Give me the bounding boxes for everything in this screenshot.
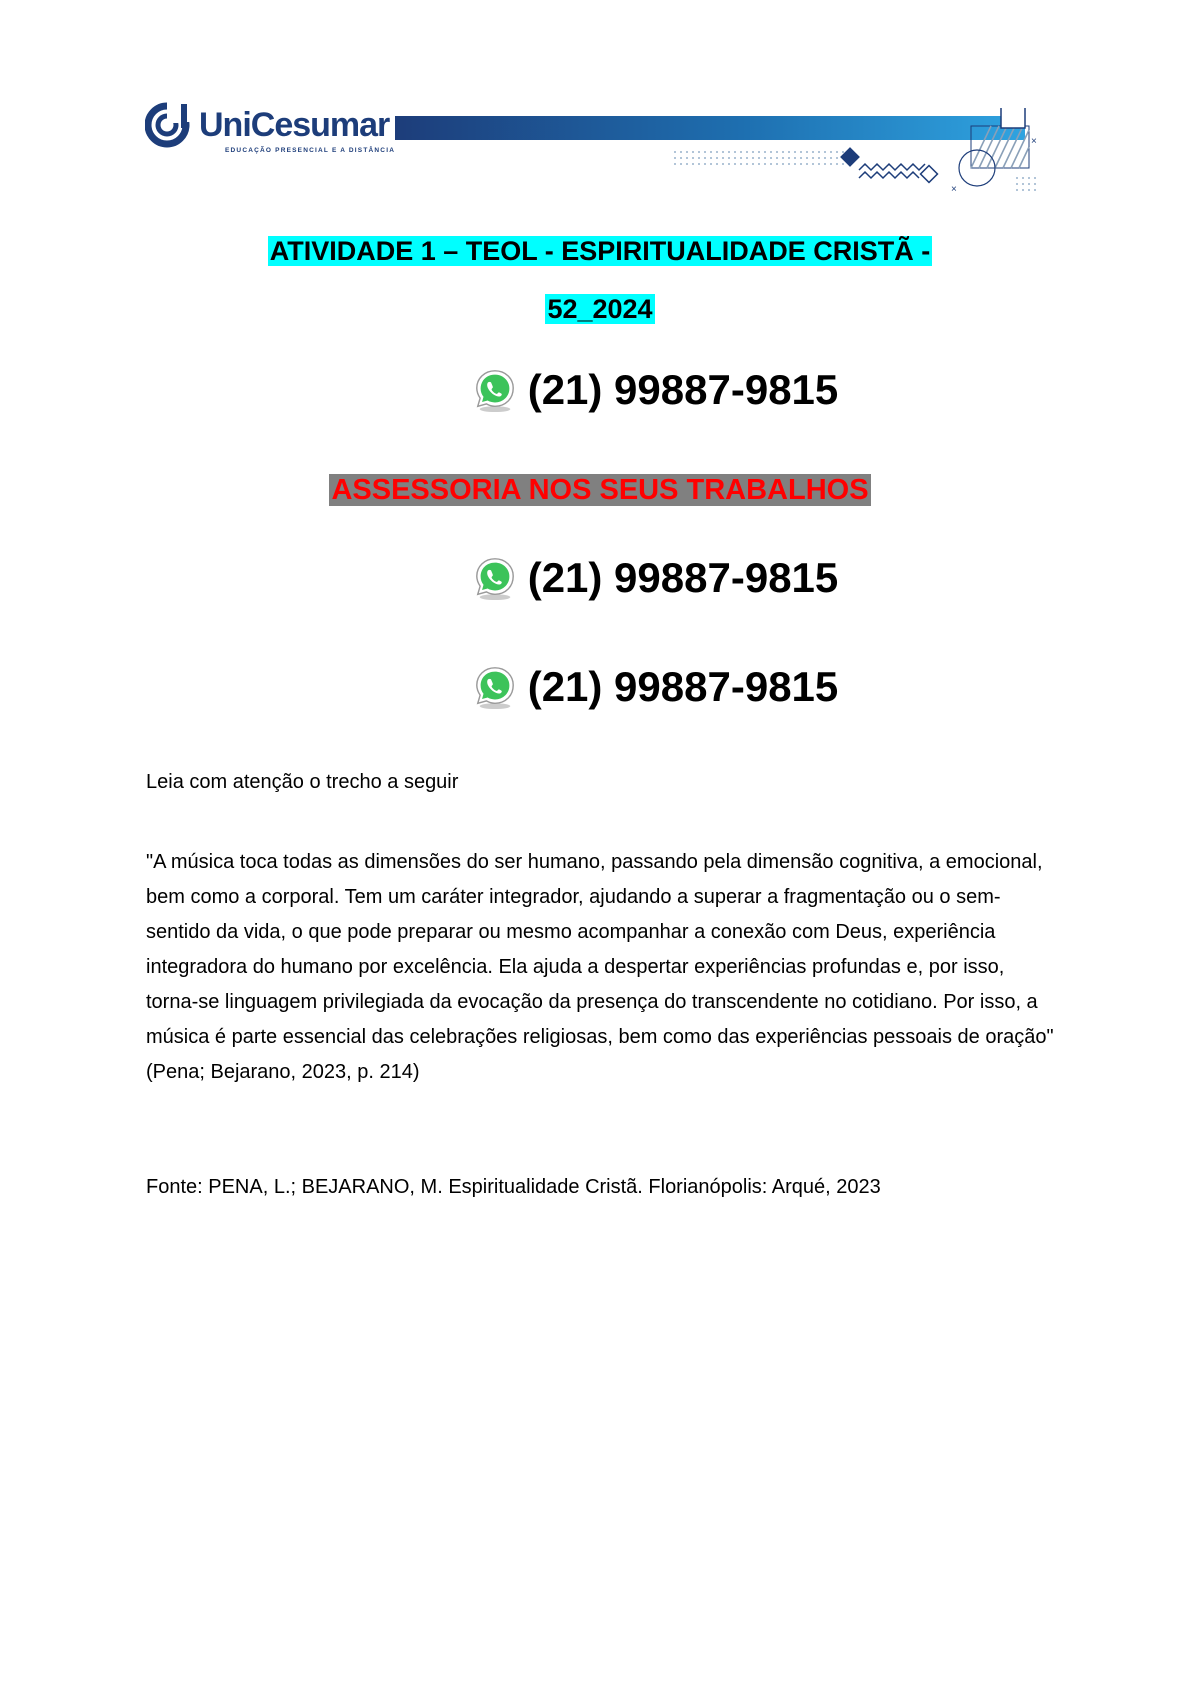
svg-text:×: ×	[951, 184, 957, 195]
assessoria-banner	[0, 470, 1200, 510]
unicesumar-logo	[145, 102, 396, 162]
title-line-2: 52_2024	[547, 294, 653, 324]
intro-paragraph: Leia com atenção o trecho a seguir	[146, 771, 459, 793]
phone-number-1: (21) 99887-9815	[527, 366, 839, 413]
activity-title	[120, 222, 1080, 338]
phone-number-3: (21) 99887-9815	[527, 663, 839, 710]
whatsapp-icon	[472, 555, 518, 601]
whatsapp-icon	[472, 664, 518, 710]
contact-phone-1	[0, 365, 1200, 424]
contact-phone-2	[0, 553, 1200, 612]
whatsapp-icon	[472, 367, 518, 413]
logo-tagline: EDUCAÇÃO PRESENCIAL E A DISTÂNCIA	[225, 147, 396, 154]
document-header	[145, 96, 1065, 196]
header-decoration-graphic	[665, 108, 1065, 198]
logo-name: UniCesumar	[199, 106, 390, 144]
quote-paragraph: "A música toca todas as dimensões do ser humano, passando pela dimensão cognitiva, a emocional, bem como a corporal. Tem um caráter integrador, ajudando a superar a fragmentação ou o sem-sentido da vida, o que pode preparar ou mesmo acompanhar a conexão com Deus, experiência integradora do humano por excelência. Ela ajuda a despertar experiências profundas e, por isso, torna-se linguagem privilegiada da evocação da presença do transcendente no cotidiano. Por isso, a música é parte essencial das celebrações religiosas, bem como das experiências pessoais de oração" (Pena; Bejarano, 2023, p. 214)	[146, 851, 1054, 1083]
contact-phone-3	[0, 662, 1200, 721]
assessoria-banner-text: ASSESSORIA NOS SEUS TRABALHOS	[331, 474, 869, 506]
source-paragraph: Fonte: PENA, L.; BEJARANO, M. Espiritualidade Cristã. Florianópolis: Arqué, 2023	[146, 1176, 881, 1198]
title-line-1: ATIVIDADE 1 – TEOL - ESPIRITUALIDADE CRISTÃ -	[269, 236, 931, 266]
unicesumar-logo-icon	[145, 102, 195, 148]
svg-text:×: ×	[1031, 136, 1037, 147]
phone-number-2: (21) 99887-9815	[527, 554, 839, 601]
